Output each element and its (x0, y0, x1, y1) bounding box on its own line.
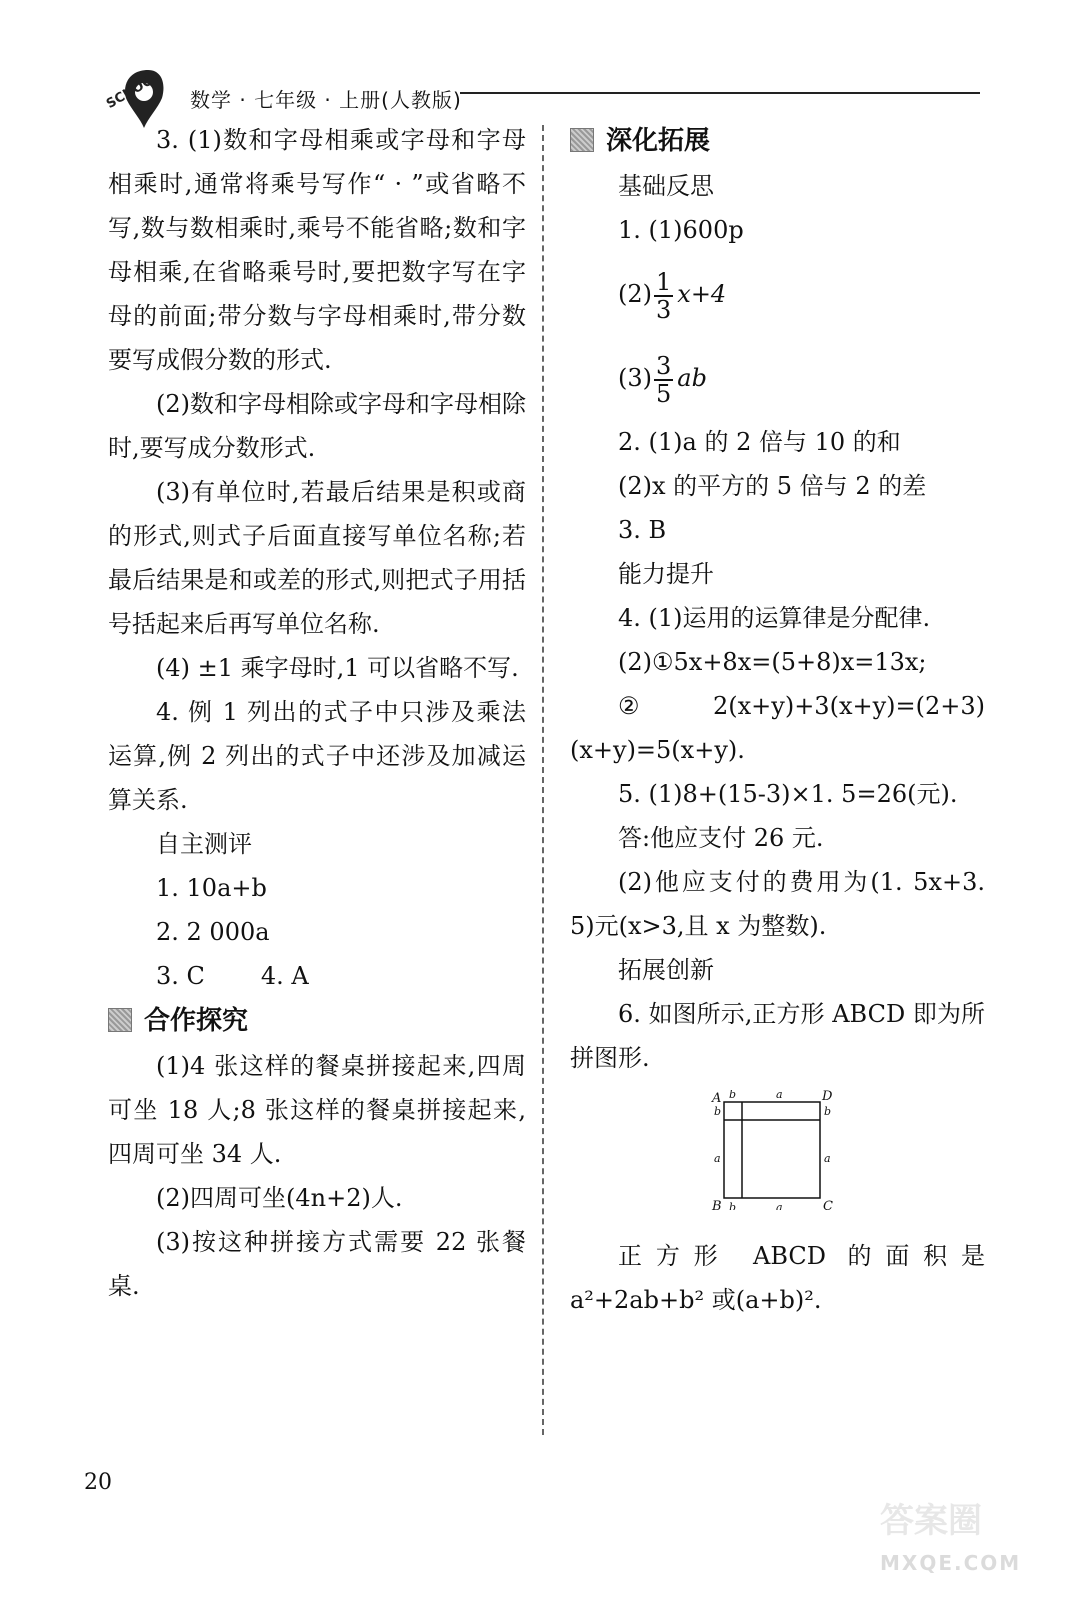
vertex-a: A (712, 1091, 722, 1106)
answers-3-4 (108, 954, 526, 998)
label-left-a: a (714, 1152, 721, 1165)
coop-answer-3: (3)按这种拼接方式需要 22 张餐桌. (108, 1228, 526, 1300)
watermark-logo (868, 1490, 1038, 1585)
answer-1: 1. 10a+b (156, 874, 267, 902)
section-marker-icon (108, 1008, 132, 1032)
label-bottom-a: a (776, 1201, 783, 1210)
ext-answer-5-answer: 答:他应支付 26 元. (618, 824, 824, 852)
left-column (108, 118, 526, 1308)
header-rule (460, 92, 980, 94)
label-top-a: a (776, 1090, 783, 1101)
ext-answer-2-1: 2. (1)a 的 2 倍与 10 的和 (618, 428, 901, 456)
paragraph-3-1: 3. (1)数和字母相乘或字母和字母相乘时,通常将乘号写作“ · ”或省略不写,数与数相乘时,乘号不能省略;数和字母相乘,在省略乘号时,要把数字写在字母的前面;带分数与字母相乘时,带分数要写成假分数的形式. (108, 126, 526, 374)
section-title: 深化拓展 (606, 126, 711, 156)
ext-answer-2-2: (2)x 的平方的 5 倍与 2 的差 (618, 472, 927, 500)
section-title: 合作探究 (144, 1006, 249, 1036)
ext-answer-6: 6. 如图所示,正方形 ABCD 即为所拼图形. (570, 1000, 985, 1072)
subheading-basic: 基础反思 (618, 172, 714, 200)
right-column (570, 118, 985, 1322)
fraction-three-fifths: $\frac{3}{5}$ (656, 351, 672, 408)
ext-answer-6-area: 正方形 ABCD 的面积是 a²+2ab+b² 或(a+b)². (570, 1242, 985, 1314)
ext-answer-1-1: 1. (1)600p (618, 216, 744, 244)
label-right-a: a (824, 1152, 831, 1165)
ext-answer-4-2: (2)①5x+8x=(5+8)x=13x; (618, 648, 927, 676)
paragraph-3-2: (2)数和字母相除或字母和字母相除时,要写成分数形式. (108, 390, 526, 462)
paragraph-3-3: (3)有单位时,若最后结果是积或商的形式,则式子后面直接写单位名称;若最后结果是和或差的形式,则把式子用括号括起来后再写单位名称. (108, 478, 526, 638)
watermark-url: MXQE.COM (880, 1551, 1022, 1575)
ext-answer-4-1: 4. (1)运用的运算律是分配律. (618, 604, 931, 632)
section-marker-icon (570, 128, 594, 152)
ext-answer-5-1: 5. (1)8+(15-3)×1. 5=26(元). (618, 780, 958, 808)
coop-answer-2: (2)四周可坐(4n+2)人. (156, 1184, 403, 1212)
paragraph-3-4: (4) ±1 乘字母时,1 可以省略不写. (156, 654, 519, 682)
ext-answer-3: 3. B (618, 516, 667, 544)
svg-text:SCHOOL: SCHOOL (103, 68, 164, 112)
subheading-innovation: 拓展创新 (618, 956, 714, 984)
coop-answer-1: (1)4 张这样的餐桌拼接起来,四周可坐 18 人;8 张这样的餐桌拼接起来,四周可坐 34 人. (108, 1052, 526, 1168)
label-right-b: b (824, 1105, 832, 1118)
answer-2: 2. 2 000a (156, 918, 270, 946)
ext-answer-1-2: (2) $\frac{1}{3}$ x+4 (618, 267, 727, 324)
column-divider (542, 125, 544, 1435)
section-cooperation (108, 998, 526, 1044)
page-number: 20 (84, 1470, 112, 1495)
vertex-c: C (823, 1199, 833, 1210)
section-extension (570, 118, 985, 164)
vertex-d: D (822, 1090, 833, 1104)
label-top-b: b (729, 1090, 737, 1101)
label-bottom-b: b (729, 1201, 737, 1210)
subheading-ability: 能力提升 (618, 560, 714, 588)
ext-answer-1-3: (3) $\frac{3}{5}$ ab (618, 351, 707, 408)
fraction-one-third: $\frac{1}{3}$ (656, 267, 672, 324)
vertex-b: B (712, 1199, 722, 1210)
paragraph-4: 4. 例 1 列出的式子中只涉及乘法运算,例 2 列出的式子中还涉及加减运算关系. (108, 698, 526, 814)
ext-answer-5-2: (2)他应支付的费用为(1. 5x+3. 5)元(x>3,且 x 为整数). (570, 868, 985, 940)
label-left-b: b (714, 1105, 722, 1118)
subheading-self-test: 自主测评 (156, 830, 252, 858)
ext-answer-4-3: ②2(x+y)+3(x+y)=(2+3)(x+y)=5(x+y). (570, 692, 985, 764)
square-abcd-diagram (708, 1090, 838, 1210)
book-title: 数学 · 七年级 · 上册(人教版) (190, 88, 462, 112)
answer-4: 4. A (260, 962, 309, 990)
answer-3: 3. C (156, 962, 205, 990)
watermark-top-text: 答案圈 (880, 1501, 982, 1541)
